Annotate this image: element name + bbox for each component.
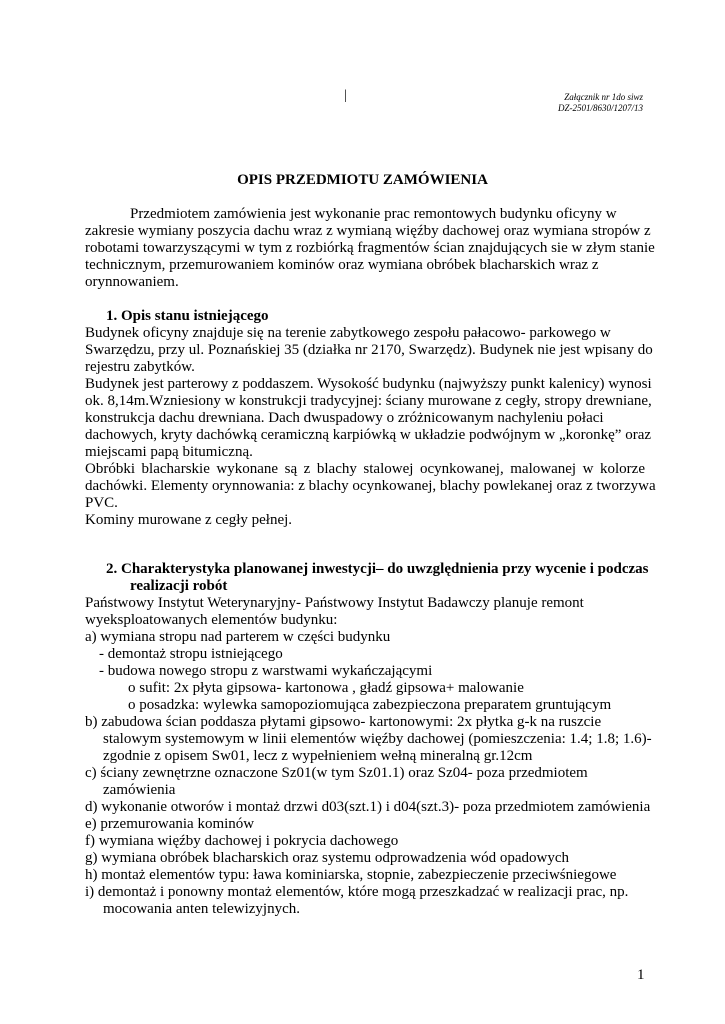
section1-line: Swarzędzu, przy ul. Poznańskiej 35 (działka nr 2170, Swarzędz). Budynek nie jest wpisany do: [85, 342, 653, 358]
section1-line: Budynek jest parterowy z poddaszem. Wysokość budynku (najwyższy punkt kalenicy) wynosi: [85, 376, 652, 392]
list-item-a: a) wymiana stropu nad parterem w części budynku: [85, 629, 391, 645]
section1-heading: 1. Opis stanu istniejącego: [106, 308, 269, 324]
section2-heading: 2. Charakterystyka planowanej inwestycji– do uwzględnienia przy wycenie i podczas: [106, 561, 649, 577]
attachment-line-1: Załącznik nr 1do siwz: [564, 92, 643, 102]
list-item-e: e) przemurowania kominów: [85, 816, 255, 832]
list-item-h: h) montaż elementów typu: ława kominiarska, stopnie, zabezpieczenie przeciwśniegowe: [85, 867, 617, 883]
section1-line: dachowych, kryty dachówką ceramiczną karpiówką w układzie podwójnym w „koronkę” oraz: [85, 427, 652, 443]
list-item-b: b) zabudowa ścian poddasza płytami gipsowo- kartonowymi: 2x płytka g-k na ruszcie: [85, 714, 602, 730]
section2-heading-cont: realizacji robót: [130, 578, 228, 594]
attachment-line-2: DZ-2501/8630/1207/13: [557, 103, 643, 113]
list-bullet-item: o posadzka: wylewka samopoziomująca zabezpieczona preparatem gruntującym: [128, 697, 612, 713]
section1-line: rejestru zabytków.: [85, 359, 195, 375]
list-bullet-item: o sufit: 2x płyta gipsowa- kartonowa , gładź gipsowa+ malowanie: [128, 680, 524, 696]
intro-line: technicznym, przemurowaniem kominów oraz wymiana obróbek blacharskich wraz z: [85, 257, 599, 273]
list-item-cont: zgodnie z opisem Sw01, lecz z wypełnieniem wełną mineralną gr.12cm: [103, 748, 533, 764]
section2-line: Państwowy Instytut Weterynaryjny- Państwowy Instytut Badawczy planuje remont: [85, 595, 584, 611]
document-title: OPIS PRZEDMIOTU ZAMÓWIENIA: [237, 172, 488, 188]
list-item-f: f) wymiana więźby dachowej i pokrycia dachowego: [85, 833, 399, 849]
list-item-g: g) wymiana obróbek blacharskich oraz systemu odprowadzenia wód opadowych: [85, 850, 570, 866]
list-item-i: i) demontaż i ponowny montaż elementów, które mogą przeszkadzać w realizacji prac, np.: [85, 884, 629, 900]
intro-line: Przedmiotem zamówienia jest wykonanie prac remontowych budynku oficyny w: [130, 206, 617, 222]
section1-line: miejscami papą bitumiczną.: [85, 444, 253, 460]
list-item-cont: mocowania anten telewizyjnych.: [103, 901, 301, 917]
section1-line: Budynek oficyny znajduje się na terenie zabytkowego zespołu pałacowo- parkowego w: [85, 325, 611, 341]
section1-line: Obróbki blacharskie wykonane są z blachy stalowej ocynkowanej, malowanej w kolorze: [85, 461, 645, 477]
section1-line: konstrukcja dachu drewniana. Dach dwuspadowy o zróżnicowanym nachyleniu połaci: [85, 410, 604, 426]
attachment-reference: [558, 92, 643, 114]
text-cursor-mark: |: [344, 88, 347, 103]
intro-line: orynnowaniem.: [85, 274, 179, 290]
section1-line: ok. 8,14m.Wzniesiony w konstrukcji tradycyjnej: ściany murowane z cegły, stropy drewniane,: [85, 393, 652, 409]
intro-line: zakresie wymiany poszycia dachu wraz z wymianą więźby dachowej oraz wymiana stropów z: [85, 223, 651, 239]
list-item-cont: stalowym systemowym w linii elementów więźby dachowej (pomieszczenia: 1.4; 1.8; 1.6)-: [103, 731, 652, 747]
intro-line: robotami towarzyszącymi w tym z rozbiórką fragmentów ścian znajdujących sie w złym stanie: [85, 240, 655, 256]
section1-line: dachówki. Elementy orynnowania: z blachy ocynkowanej, blachy powlekanej oraz z tworzywa: [85, 478, 656, 494]
section1-line: Kominy murowane z cegły pełnej.: [85, 512, 293, 528]
list-subitem: - demontaż stropu istniejącego: [99, 646, 283, 662]
section2-line: wyeksploatowanych elementów budynku:: [85, 612, 338, 628]
list-item-cont: zamówienia: [103, 782, 176, 798]
page-number: 1: [637, 967, 645, 983]
list-subitem: - budowa nowego stropu z warstwami wykańczającymi: [99, 663, 433, 679]
list-item-c: c) ściany zewnętrzne oznaczone Sz01(w tym Sz01.1) oraz Sz04- poza przedmiotem: [85, 765, 588, 781]
section1-line: PVC.: [85, 495, 118, 511]
list-item-d: d) wykonanie otworów i montaż drzwi d03(szt.1) i d04(szt.3)- poza przedmiotem zamówienia: [85, 799, 651, 815]
